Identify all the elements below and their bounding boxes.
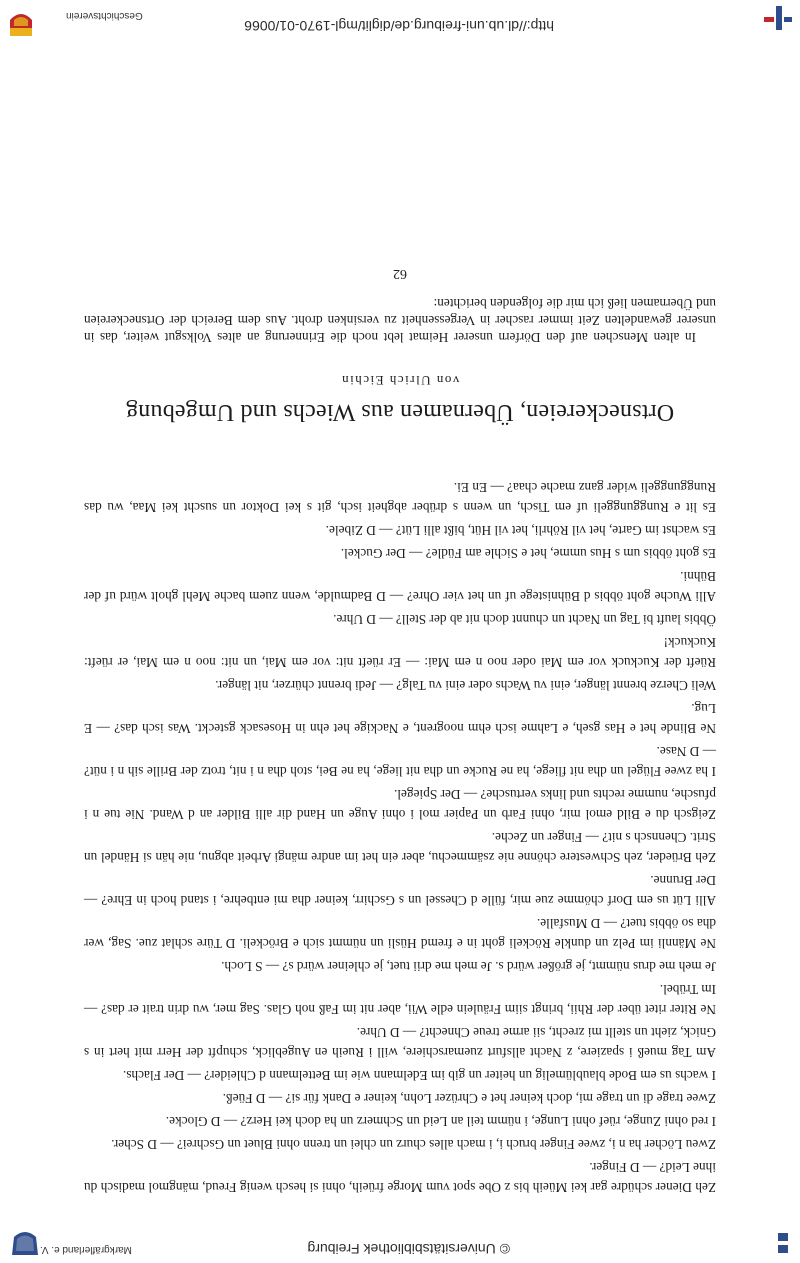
riddle-text: Je meh me drus nümmt, je größer würd s. Je meh me drii tuet, je chleiner würd s? — S Loch. xyxy=(221,959,716,974)
riddle-text: Weli Cherze brennt länger, eini vu Wachs oder eini vu Talg? — Jedi brennt chürzer, nit länger. xyxy=(215,678,716,693)
riddle-text: I wachs us em Bode blaublümelig un heiter un gib im Edelmann wie im Bettelmann d Chleider? — Der Flachs. xyxy=(122,1068,716,1083)
riddle-text: Rüeft der Kuckuck vor em Mai oder noo n em Mai: — Er rüeft nit: vor em Mai, un nit: noo n em Mai, er rüeft: Kuckuck! xyxy=(84,635,716,670)
article-title: Ortsneckereien, Übernamen aus Wiechs und Umgebung xyxy=(125,399,675,425)
library-footer-bar xyxy=(0,1219,800,1263)
copyright-notice: © Universitätsbibliothek Freiburg xyxy=(307,1241,510,1257)
riddle-text: Ne Riter ritet über der Rhii, bringt siim Fräulein edle Wii, aber nit im Faß noh Glas. Sag mer, wu drin trait er das? — Im Trübel. xyxy=(84,982,716,1017)
source-url: http://dl.ub.uni-freiburg.de/diglit/mgl-1970-01/0066 xyxy=(244,18,554,34)
library-header-bar xyxy=(0,0,800,44)
riddle-text: Zeh Diener schüdre gar kei Müeih bis z Obe spot vum Morge früeih, ohni si hesch wenig Freud, mängmol madisch du ihne Leid? — D Finger. xyxy=(84,1160,716,1195)
riddle-text: Zeh Brüeder, zeh Schwestere chönne nie zsämmechu, aber ein het im andre mängi Arbeit abgnu, nie hän si Händel un Strit. Chennsch s nit? — Finger un Zeche. xyxy=(84,830,716,865)
riddle-text: Zwee trage di un trage mi, doch keiner het e Chrüzer Lohn, keiner e Dank für si? — D Füeß. xyxy=(222,1091,716,1106)
riddle-text: Zeigsch du e Bild emol mir, ohni Farb un Papier mol i ohni Auge un Hand dir alli Bilder an d Wand. Nie tue n i pfusche, numme rechts und links vertusche? — Der Spiegel. xyxy=(84,787,716,822)
riddle-text: Alli Lüt us em Dorf chömme zue mir, fülle d Chessel un s Gschirr, keiner dha mi entbehre, i stand hoch in Ehre? — Der Brunne. xyxy=(84,873,716,908)
library-logo-icon xyxy=(778,1231,788,1253)
riddle-list xyxy=(84,477,716,1197)
article-author: von Ulrich Eichin xyxy=(340,373,460,388)
riddle-text: Es goht öbbis um s Hus umme, het e Sichle am Füdle? — Der Guckel. xyxy=(340,546,716,561)
society-name: Geschichtsverein xyxy=(66,10,143,21)
page-content xyxy=(84,265,716,1197)
riddle-text: Am Tag mueß i spaziere, z Nacht allsfurt zuemarschiere, will i Rueih en Augeblick, schupft der Herr mit hert in s Gnick, zieht un stellt mi zrecht, sii arme treue Chnecht? — D Uhre. xyxy=(84,1025,716,1060)
riddle-text: Zweu Löcher ha n i, zwee Finger bruch i, i mach alles churz un chlei un trenn ohni Bluet un Gschrei? — D Scher. xyxy=(111,1137,716,1152)
riddle-text: Ne Blinde het e Has gseh, e Lahme isch ehm noogrent, e Nackige het ehn in Hosesack gsteckt. Was isch das? — E Lug. xyxy=(84,701,716,736)
riddle-text: Es lit e Runggunggeli uf em Tisch, un wenn s drüber abgheit isch, git s kei Doktor un suscht kei Maa, wu das Runggunggeli wider ganz mache chaa? — En Ei. xyxy=(84,480,716,515)
riddle-text: I red ohni Zunge, rüef ohni Lunge, i nümm teil an Leid un Schmerz un ha doch kei Herz? — D Glocke. xyxy=(165,1114,716,1129)
page-number: 62 xyxy=(393,266,407,281)
riddle-text: Alli Wuche goht öbbis d Bühnistege uf un het vier Ohre? — D Badmulde, wenn zuem bache Mehl gholt würd uf der Bühni. xyxy=(84,569,716,604)
riddle-text: Öbbis lauft bi Tag un Nacht un chunnt doch nit ab der Stell? — D Uhre. xyxy=(333,612,716,627)
publisher-name: Markgräflerland e. V. xyxy=(40,1244,132,1255)
riddle-text: Ne Männli im Pelz un dunkle Röckeli goht in e fremd Hüsli un nümmt sich e Bröckeli. D Türe schlat zue. Sag, wer dha so öbbis tuet? — D Musfalle. xyxy=(84,916,716,951)
society-crest-icon xyxy=(8,1225,42,1259)
riddle-text: Es wachst im Garte, het vil Röhrli, het vil Hüt, bißt alli Lüt? — D Zibele. xyxy=(325,523,716,538)
ub-freiburg-logo-icon xyxy=(762,6,792,30)
riddle-text: I ha zwee Flügel un dha nit fliege, ha ne Rucke un dha nit liege, ha ne Bei, stoh dha n i nit, trotz der Brille sih n i nüt? — D Nase. xyxy=(84,744,716,779)
markgraeflerland-crest-icon xyxy=(8,6,34,38)
article-intro xyxy=(84,295,716,346)
intro-paragraph: In alten Menschen auf den Dörfern unserer Heimat lebt noch die Erinnerung an altes Volksgut weiter, das in unserer gewandelten Zeit immer rascher in Vergessenheit zu versinken droht. Aus dem Bereich der Ortsneckereien und Übernamen ließ ich mir die folgenden berichten: xyxy=(84,296,716,345)
